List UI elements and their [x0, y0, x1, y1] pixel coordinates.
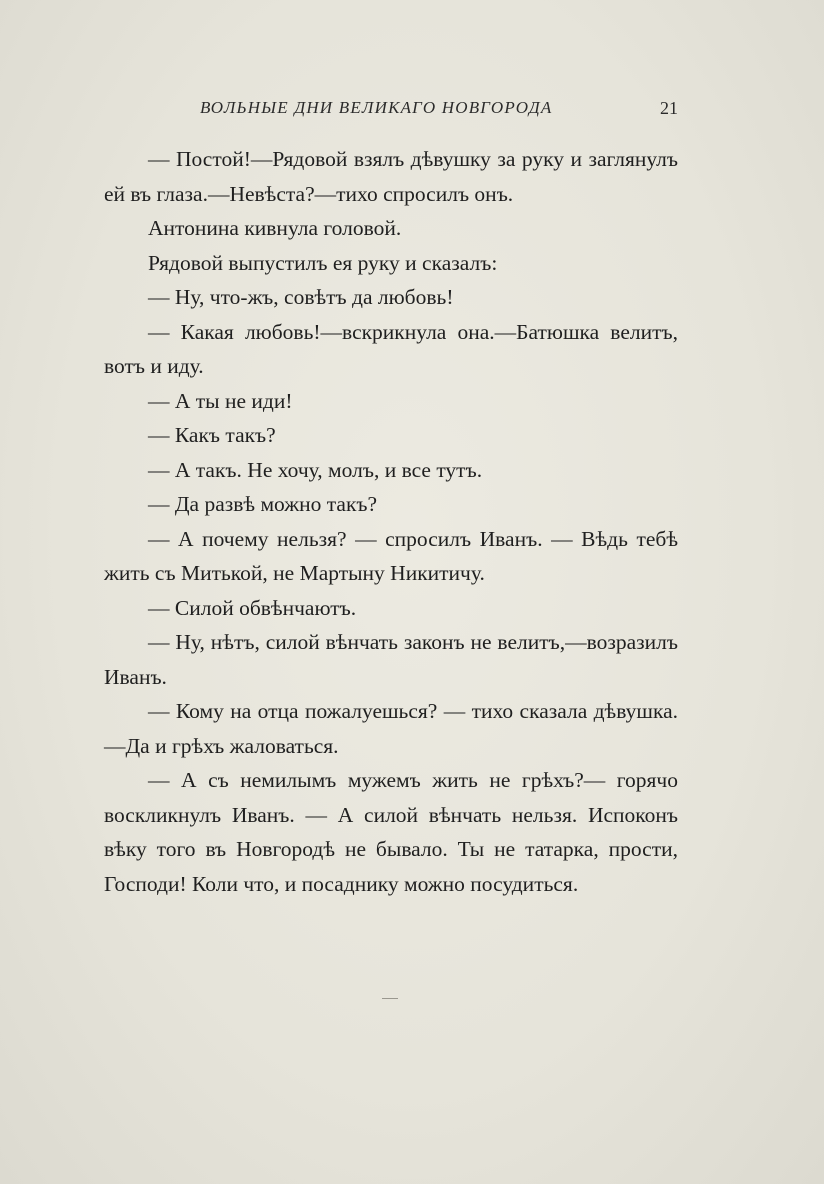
page-number: 21: [660, 98, 678, 118]
paragraph: — Ну, нѣтъ, силой вѣнчать законъ не велитъ,—возразилъ Иванъ.: [104, 630, 678, 689]
paragraph: Рядовой выпустилъ ея руку и сказалъ:: [148, 250, 498, 275]
paragraph: — А съ немилымъ мужемъ жить не грѣхъ?— горячо воскликнулъ Иванъ. — А силой вѣнчать нельзя. Испоконъ вѣку того въ Новгородѣ не бывало. Ты не татарка, прости, Господи! Коли что, и посаднику можно посудиться.: [104, 768, 678, 896]
end-mark-divider: [382, 998, 398, 999]
paragraph: — Кому на отца пожалуешься? — тихо сказала дѣвушка.—Да и грѣхъ жаловаться.: [104, 699, 678, 758]
paragraph: — Ну, что-жъ, совѣтъ да любовь!: [148, 285, 454, 309]
paragraph: — Да развѣ можно такъ?: [148, 492, 378, 516]
page-header: [104, 98, 678, 128]
paragraph: — А ты не иди!: [148, 388, 293, 413]
paragraph: Антонина кивнула головой.: [148, 216, 402, 240]
paragraph: — А такъ. Не хочу, молъ, и все тутъ.: [148, 457, 483, 482]
paragraph: — А почему нельзя? — спросилъ Иванъ. — Вѣдь тебѣ жить съ Митькой, не Мартыну Никитичу.: [104, 526, 678, 585]
paragraph: — Силой обвѣнчаютъ.: [148, 595, 357, 620]
paragraph: — Постой!—Рядовой взялъ дѣвушку за руку и заглянулъ ей въ глаза.—Невѣста?—тихо спросилъ онъ.: [104, 147, 678, 206]
running-title: ВОЛЬНЫЕ ДНИ ВЕЛИКАГО НОВГОРОДА: [200, 98, 553, 117]
body-text: [104, 142, 678, 901]
paragraph: — Какая любовь!—вскрикнула она.—Батюшка велитъ, вотъ и иду.: [104, 319, 678, 378]
paragraph: — Какъ такъ?: [148, 423, 276, 447]
